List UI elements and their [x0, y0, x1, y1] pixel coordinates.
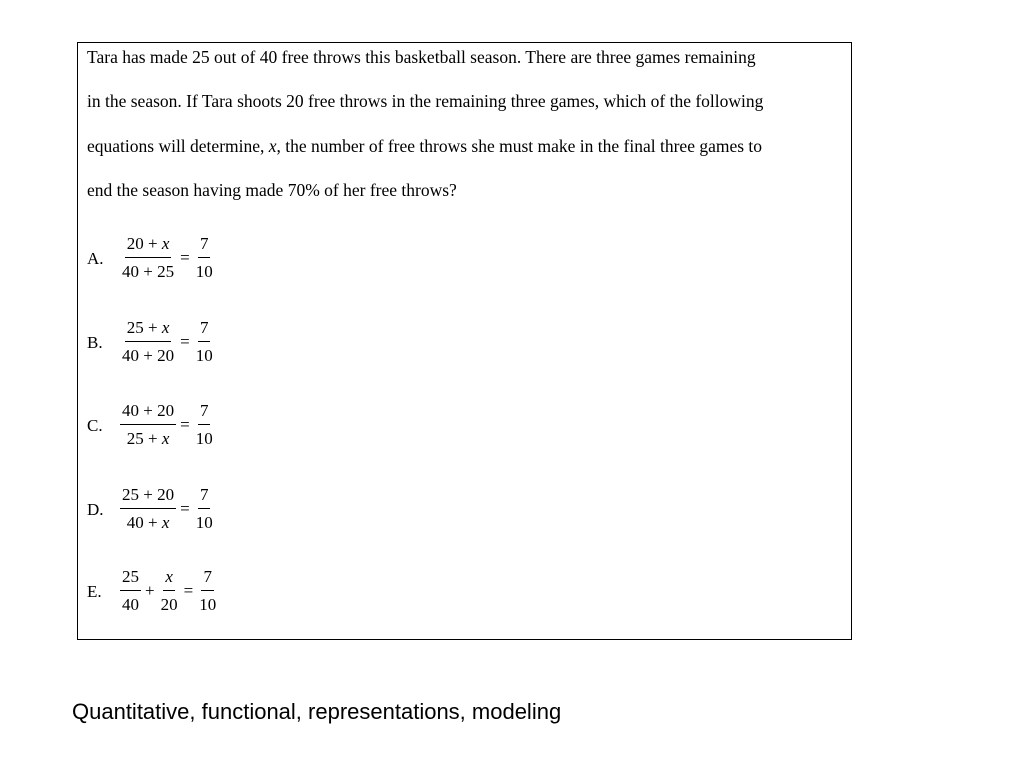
choice-letter: C. — [87, 416, 103, 435]
equation — [120, 484, 215, 533]
equals-sign: = — [180, 414, 190, 434]
equation — [120, 233, 215, 282]
numerator: 25 + x — [125, 317, 172, 342]
numerator: 25 — [120, 566, 141, 591]
fraction-lhs — [120, 233, 176, 282]
fraction-rhs — [194, 233, 215, 282]
fraction-rhs — [194, 484, 215, 533]
denominator: 40 + 20 — [122, 346, 175, 365]
denominator: 20 — [160, 595, 178, 614]
fraction-first — [120, 566, 141, 615]
equals-sign: = — [183, 580, 194, 600]
equals-sign: = — [180, 247, 190, 267]
stem-line-1: Tara has made 25 out of 40 free throws this basketball season. There are three games remaining — [87, 47, 756, 67]
choice-letter: E. — [87, 582, 102, 601]
choice-letter: A. — [87, 249, 104, 268]
fraction-rhs — [194, 317, 215, 366]
numerator: 40 + 20 — [120, 400, 176, 425]
choice-letter: D. — [87, 500, 104, 519]
equals-sign: = — [180, 498, 190, 518]
equation — [120, 317, 215, 366]
numerator: 7 — [198, 484, 211, 509]
equation — [120, 566, 218, 615]
stem-line-3-pre: equations will determine, — [87, 136, 269, 156]
stem-line-2: in the season. If Tara shoots 20 free throws in the remaining three games, which of the following — [87, 91, 764, 111]
denominator: 40 + x — [126, 513, 170, 532]
fraction-rhs — [197, 566, 218, 615]
equation — [120, 400, 215, 449]
denominator: 10 — [195, 429, 213, 448]
denominator: 10 — [199, 595, 217, 614]
stem-line-3-post: , the number of free throws she must make in the final three games to — [276, 136, 763, 156]
denominator: 40 + 25 — [122, 262, 175, 281]
fraction-lhs — [120, 484, 176, 533]
stem-line-3 — [87, 136, 762, 156]
fraction-lhs — [120, 400, 176, 449]
plus-sign: + — [145, 580, 155, 600]
denominator: 10 — [195, 262, 213, 281]
numerator: 7 — [201, 566, 214, 591]
numerator: x — [163, 566, 175, 591]
fraction-lhs — [120, 317, 176, 366]
denominator: 10 — [195, 346, 213, 365]
denominator: 25 + x — [126, 429, 170, 448]
numerator: 20 + x — [125, 233, 172, 258]
fraction-rhs — [194, 400, 215, 449]
denominator: 10 — [195, 513, 213, 532]
numerator: 25 + 20 — [120, 484, 176, 509]
equals-sign: = — [180, 331, 190, 351]
numerator: 7 — [198, 233, 211, 258]
choice-letter: B. — [87, 333, 103, 352]
problem-box — [77, 42, 852, 640]
numerator: 7 — [198, 317, 211, 342]
numerator: 7 — [198, 400, 211, 425]
slide-caption: Quantitative, functional, representations, modeling — [72, 699, 562, 724]
stem-line-4: end the season having made 70% of her free throws? — [87, 180, 457, 200]
fraction-second — [159, 566, 180, 615]
variable-x: x — [268, 136, 277, 156]
denominator: 40 — [122, 595, 139, 614]
